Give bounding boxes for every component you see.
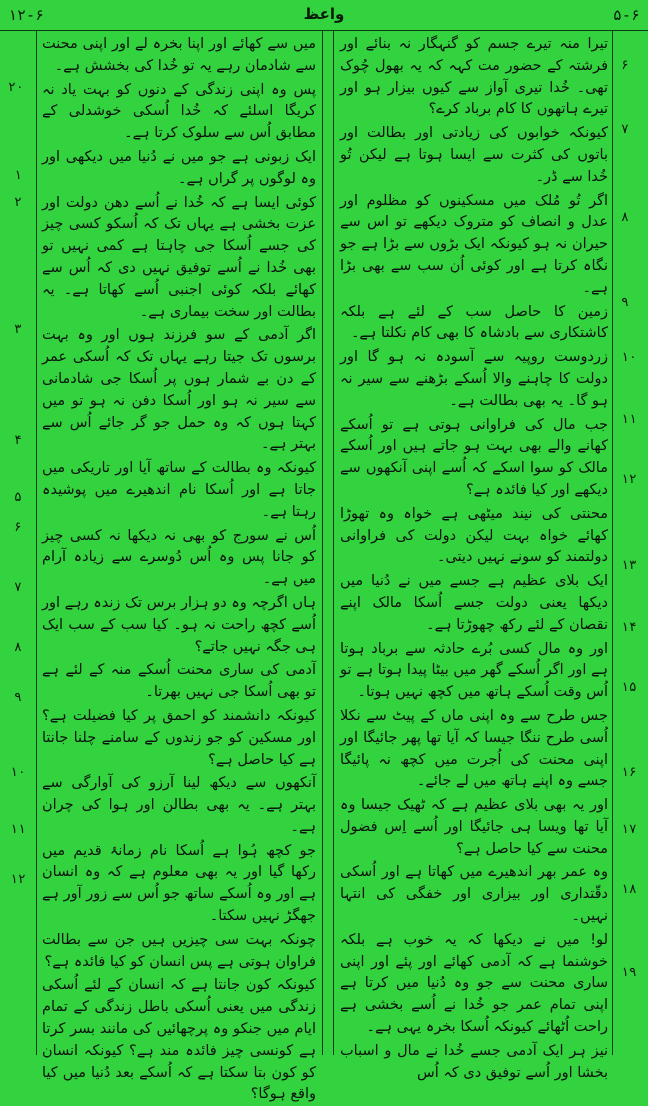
verse-text: اگر آدمی کے سو فرزند ہوں اور وہ بہت برسوں تک جیتا رہے یہاں تک کہ اُسکی عمر کے دن بے شمار ہوں پر اُسکا جی شادمانی سے سیر نہ ہو اور اُسکا دفن نہ ہو تو میں کہتا ہوں کہ وہ حمل جو گر جائے اُس سے بہتر ہے۔ [42,327,316,453]
verse-text: کیونکہ وہ بطالت کے ساتھ آیا اور تاریکی میں جاتا ہے اور اُسکا نام اندھیرے میں پوشیدہ رہتا ہے۔ [42,460,316,520]
verse-text: چونکہ بہت سی چیزیں ہیں جن سے بطالت فراوان ہوتی ہے پس انسان کو کیا فائدہ ہے؟ [42,931,316,970]
verse-text: جو کچھ ہُوا ہے اُسکا نام زمانۂ قدیم میں رکھا گیا اور یہ بھی معلوم ہے کہ وہ انسان ہے اور وہ اُسکے ساتھ جو اُس سے زور آور ہے جھگڑ نہیں سکتا۔ [42,842,316,925]
verse-number: ۹ [621,295,629,310]
verse-number: ۶ [14,520,22,535]
verse-text: وہ عمر بھر اندھیرے میں کھاتا ہے اور اُسکی دقّتداری اور بیزاری اور خفگی کی انتہا نہیں۔ [340,864,608,925]
header-chapter-range-right: ۵-۶ [612,6,640,24]
verse-text: کیونکہ خوابوں کی زیادتی اور بطالت اور باتوں کی کثرت سے ایسا ہوتا ہے لیکن تُو خُدا سے ڈر۔ [340,125,608,185]
verse-number: ۱۰ [10,765,26,780]
verse-text: لو! میں نے دیکھا کہ یہ خوب ہے بلکہ خوشنما ہے کہ آدمی کھائے اور پئے اور اپنی ساری محنت سے جو وہ دُنیا میں کرتا ہے اپنی تمام عمر جو خُدا نے اُسے بخشی ہے راحت اُٹھائے کیونکہ اُسکا بخرہ یہی ہے۔ [340,931,608,1036]
verse-number: ۵ [14,490,22,505]
center-rule-right [333,30,334,1055]
verse-number: ۸ [14,640,22,655]
right-text-column [340,34,608,1081]
verse-text: محنتی کی نیند میٹھی ہے خواہ وہ تھوڑا کھائے خواہ بہت لیکن دولت کی فراوانی دولتمند کو سونے نہیں دیتی۔ [340,505,608,566]
verse-number: ۱۰ [621,350,637,365]
verse-text: کوئی ایسا ہے کہ خُدا نے اُسے دھن دولت اور عزت بخشی ہے یہاں تک کہ اُسکو کسی چیز کی جسے اُسکا جی چاہتا ہے کمی نہیں تو بھی خُدا نے اُسے توفیق نہیں دی کہ اُس سے کھائے بلکہ کوئی اجنبی اُسے کھاتا ہے۔ یہ بطالت اور سخت بیماری ہے۔ [42,194,316,320]
verse-number: ۷ [14,580,22,595]
verse-number: ۷ [621,122,629,137]
left-text-column [42,34,316,1103]
verse-number: ۲۰ [8,80,24,95]
verse-text: آنکھوں سے دیکھ لینا آرزو کی آوارگی سے بہتر ہے۔ یہ بھی بطالن اور ہوا کی چران ہے۔ [42,775,316,835]
verse-number: ۱۸ [621,882,637,897]
verse-number: ۱۱ [10,822,26,837]
verse-text: آدمی کی ساری محنت اُسکے منہ کے لئے ہے تو بھی اُسکا جی نہیں بھرتا۔ [42,662,316,701]
verse-text: اور وہ مال کسی بُرے حادثہ سے برباد ہوتا ہے اور اگر اُسکے گھر میں بیٹا پیدا ہوتا ہے تو اُس وقت اُسکے ہاتھ میں کچھ نہیں ہوتا۔ [340,640,608,701]
header-book-title: واعظ [303,5,345,23]
verse-text: میں سے کھائے اور اپنا بخرہ لے اور اپنی محنت سے شادمان رہے یہ تو خُدا کی بخشش ہے۔ [42,36,316,74]
verse-text: ایک زبونی ہے جو میں نے دُنیا میں دیکھی اور وہ لوگوں پر گراں ہے۔ [42,148,316,187]
verse-number: ۱۳ [621,558,637,573]
verse-number: ۱۵ [621,680,637,695]
verse-text: اُس نے سورج کو بھی نہ دیکھا نہ کسی چیز کو جانا پس وہ اُس دُوسرے سے زیادہ آرام میں ہے۔ [42,527,316,588]
verse-number: ۹ [14,690,22,705]
right-margin-rule [612,30,613,1055]
verse-text: جس طرح سے وہ اپنی ماں کے پیٹ سے نکلا اُسی طرح ننگا جیسا کہ آیا تھا پھر جائیگا اور اپنی محنت کی اُجرت میں کچھ نہ پائیگا جسے وہ اپنے ہاتھ میں لے جائے۔ [340,707,608,790]
verse-number: ۱۴ [621,620,637,635]
verse-text: زردوست روپیہ سے آسودہ نہ ہو گا اور دولت کا چاہنے والا اُسکے بڑھنے سے سیر نہ ہو گا۔ یہ بھی بطالت ہے۔ [340,349,608,409]
verse-text: ایک بلای عظیم ہے جسے میں نے دُنیا میں دیکھا یعنی دولت جسے اُسکا مالک اپنے نقصان کے لئے رکھ چھوڑتا ہے۔ [340,573,608,633]
verse-number: ۱۲ [10,872,26,887]
verse-number: ۱۶ [621,765,637,780]
verse-text: جب مال کی فراوانی ہوتی ہے تو اُسکے کھانے والے بھی بہت ہو جاتے ہیں اور اُسکے مالک کو سوا اسکے کہ اُسے اپنی آنکھوں سے دیکھے اور کیا فائدہ ہے؟ [340,416,608,498]
header-chapter-range-left: ۱۲-۶ [8,6,45,24]
verse-number: ۱۲ [621,472,637,487]
verse-number: ۱۹ [621,965,637,980]
verse-number: ۶ [621,58,629,73]
verse-number: ۳ [14,322,22,337]
verse-text: اور یہ بھی بلای عظیم ہے کہ ٹھیک جیسا وہ آیا تھا ویسا ہی جائیگا اور اُسے اِس فضول محنت سے کیا حاصل ہے؟ [340,797,608,857]
verse-text: نیز ہر ایک آدمی جسے خُدا نے مال و اسباب بخشا اور اُسے توفیق دی کہ اُس [340,1042,608,1081]
verse-number: ۱ [14,168,22,183]
center-rule-left [322,30,323,1055]
verse-number: ۱۱ [621,412,637,427]
verse-text: پس وہ اپنی زندگی کے دنوں کو بہت یاد نہ کریگا اسلئے کہ خُدا اُسکی خوشدلی کے مطابق اُس سے سلوک کرتا ہے۔ [42,81,316,142]
verse-number: ۴ [14,433,22,448]
verse-number: ۸ [621,210,629,225]
left-margin-rule [36,30,37,1055]
verse-text: ہاں اگرچہ وہ دو ہزار برس تک زندہ رہے اور اُسے کچھ راحت نہ ہو۔ کیا سب کے سب ایک ہی جگہ نہیں جاتے؟ [42,594,316,655]
verse-number: ۱۷ [621,822,637,837]
verse-number: ۲ [14,195,22,210]
verse-text: کیونکہ دانشمند کو احمق پر کیا فضیلت ہے؟ اور مسکین کو جو زندوں کے سامنے چلنا جانتا ہے کیا حاصل ہے؟ [42,707,316,768]
verse-text: کیونکہ کون جانتا ہے کہ انسان کے لئے اُسکی زندگی میں یعنی اُسکی باطل زندگی کے تمام ایام میں جنکو وہ پرچھائیں کی مانند بسر کرتا ہے کونسی چیز فائدہ مند ہے؟ کیونکہ انسان کو کون بتا سکتا ہے کہ اُسکے بعد دُنیا میں کیا واقع ہوگا؟ [42,977,316,1103]
verse-text: اگر تُو مُلک میں مسکینوں کو مظلوم اور عدل و انصاف کو متروک دیکھے تو اس سے حیران نہ ہو کیونکہ ایک بڑوں سے بڑا ہے جو نگاہ کرتا ہے اور کوئی اُن سب سے بھی بڑا ہے۔ [340,192,608,296]
verse-text: تیرا منہ تیرے جسم کو گنہگار نہ بنائے اور فرشتہ کے حضور مت کہہ کہ یہ بھول چُوک تھی۔ خُدا تیری آواز سے کیوں بیزار ہو اور تیرے ہاتھوں کا کام برباد کرے؟ [340,36,608,118]
page-header [0,0,648,31]
verse-text: زمین کا حاصل سب کے لئے ہے بلکہ کاشتکاری سے بادشاہ کا بھی کام نکلتا ہے۔ [340,303,608,342]
